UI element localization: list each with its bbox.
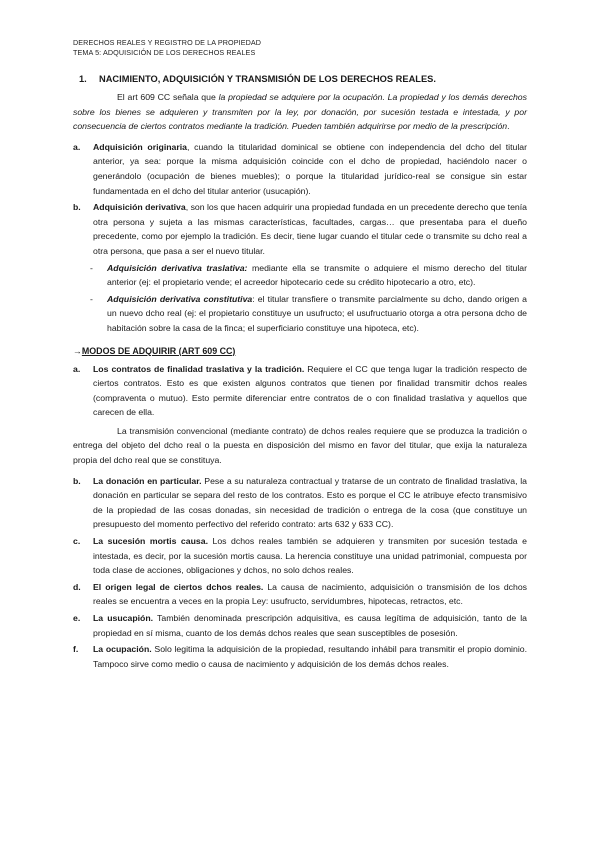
list-marker: a. [73,363,81,374]
list-item-sucesion [73,534,527,578]
list-item-origen-legal [73,580,527,609]
modes-heading [73,344,527,358]
list-item-ocupacion [73,642,527,671]
intro-quote: la propiedad se adquiere por la ocupación. La propiedad y los demás derechos sobre los bienes se adquieren y transmiten por la ley, por donación, por sucesión testada e intestada, y por consecuencia de ciertos contratos mediante la tradición. Pueden también adquirirse por medio de la prescripción [73,92,527,132]
intro-end: . [507,121,510,132]
list-item-donacion [73,474,527,532]
section-heading [73,72,527,86]
section-title: NACIMIENTO, ADQUISICIÓN Y TRANSMISIÓN DE LOS DERECHOS REALES. [99,74,436,84]
list-text: Requiere el CC que tenga lugar la tradición respecto de ciertos contratos. Esto es que existen algunos contratos que tienen por finalidad transmitir dchos reales (compraventa o mutuo). Esto permite diferenciar entre contratos de o con finalidad traslativa y aquellos que carecen de ella. [93,363,527,418]
sub-item-traslativa [73,261,527,290]
list-text: Pese a su naturaleza contractual y tratarse de un contrato de finalidad traslativa, la donación en particular se separa del resto de los contratos. Esto es porque el CC le atribuye efecto transmisivo de la propiedad de las cosas donadas, sin necesidad de tradición o entrega de la cosa (que constituye un presupuesto del momento perfectivo del referido contrato: arts 632 y 633 CC). [93,475,528,530]
dash-bullet: - [90,262,93,273]
section-number: 1. [79,74,87,84]
list-text: Solo legitima la adquisición de la propiedad, resultando inhábil para transmitir el propio dominio. Tampoco sirve como medio o causa de nacimiento y adquisición de los demás dchos reales. [93,644,527,669]
list-item-derivativa [73,200,527,258]
list-term: Adquisición originaria [93,141,188,152]
list-marker: c. [73,536,81,547]
list-term: Adquisición derivativa [93,202,186,213]
document-body [73,72,527,673]
list-text: Los dchos reales también se adquieren y transmiten por sucesión testada e intestada, es decir, por la sucesión mortis causa. La herencia constituye una unidad patrimonial, compuesta por toda clase de acciones, obligaciones y dchos, no solo dchos reales. [93,536,527,576]
sub-text: : el titular transfiere o transmite parcialmente su dcho, dando origen a un nuevo dcho real (ej: el propietario constituye un usufructo; el usufructuario otorga a otra persona dcho de habitación sobre la casa de la finca; el superficiario constituye una hipoteca, etc). [107,293,528,333]
sub-item-constitutiva [73,292,527,336]
sub-term: Adquisición derivativa traslativa: [107,262,248,273]
list-term: La ocupación. [93,644,152,655]
intro-text: El art 609 CC señala que [117,92,219,102]
list-marker: b. [73,202,81,213]
list-term: La donación en particular. [93,475,202,486]
running-header [73,38,261,58]
list-text: , cuando la titularidad dominical se obtiene con independencia del dcho del titular anterior, ya sea: porque la misma adquisición coincide con el dcho de propiedad, haciéndolo nacer o generándolo (ocupación de bienes muebles); o porque la titularidad jurídico-real se consigue sin estar fundamentada en el dcho del titular anterior (usucapión). [93,141,527,196]
sub-text: mediante ella se transmite o adquiere el mismo derecho del titular anterior (ej: el propietario vende; el acreedor hipotecario cede su crédito hipotecario a otro, etc). [107,262,527,288]
list-marker: d. [73,581,81,592]
list-marker: a. [73,141,81,152]
transition-paragraph: La transmisión convencional (mediante contrato) de dchos reales requiere que se produzca la tradición o entrega del objeto del dcho real o la puesta en disposición del mismo en favor del titular, que exija la naturaleza propia del dcho real que se constituya. [73,425,527,466]
list-text: , son los que hacen adquirir una propiedad fundada en un precedente derecho que tenía otra persona y sujeta a las mismas características, facultades, cargas… que presentaba para el dueño precedente, como por ejemplo la tradición. Es decir, tiene lugar cuando el titular cede o transmite su dcho real a otra persona, que pasa a ser el nuevo titular. [93,202,527,256]
list-term: La usucapión. [93,613,154,623]
list-item-originaria [73,140,527,198]
list-text: También denominada prescripción adquisitiva, es causa legítima de adquisición, tanto de la propiedad en sí misma, cuanto de los demás dchos reales que sean susceptibles de posesión. [93,613,527,638]
list-term: El origen legal de ciertos dchos reales. [93,581,264,592]
dash-bullet: - [90,293,93,304]
list-marker: b. [73,475,81,486]
intro-paragraph [73,90,527,134]
list-marker: e. [73,613,81,623]
list-marker: f. [73,644,79,655]
modes-title: MODOS DE ADQUIRIR (ART 609 CC) [81,345,236,356]
arrow-icon: → [73,345,82,356]
sub-term: Adquisición derivativa constitutiva [107,293,253,304]
list-item-contratos [73,362,527,420]
list-text: La causa de nacimiento, adquisición o transmisión de los dchos reales se encuentra a veces en la propia Ley: usufructo, servidumbres, hipotecas, retractos, etc. [93,581,527,607]
header-topic-title: TEMA 5: ADQUISICIÓN DE LOS DERECHOS REALES [73,48,256,57]
list-term: La sucesión mortis causa. [93,536,208,547]
list-item-usucapion [73,611,527,640]
header-course-title: DERECHOS REALES Y REGISTRO DE LA PROPIEDAD [73,38,262,47]
list-term: Los contratos de finalidad traslativa y la tradición. [93,363,305,374]
